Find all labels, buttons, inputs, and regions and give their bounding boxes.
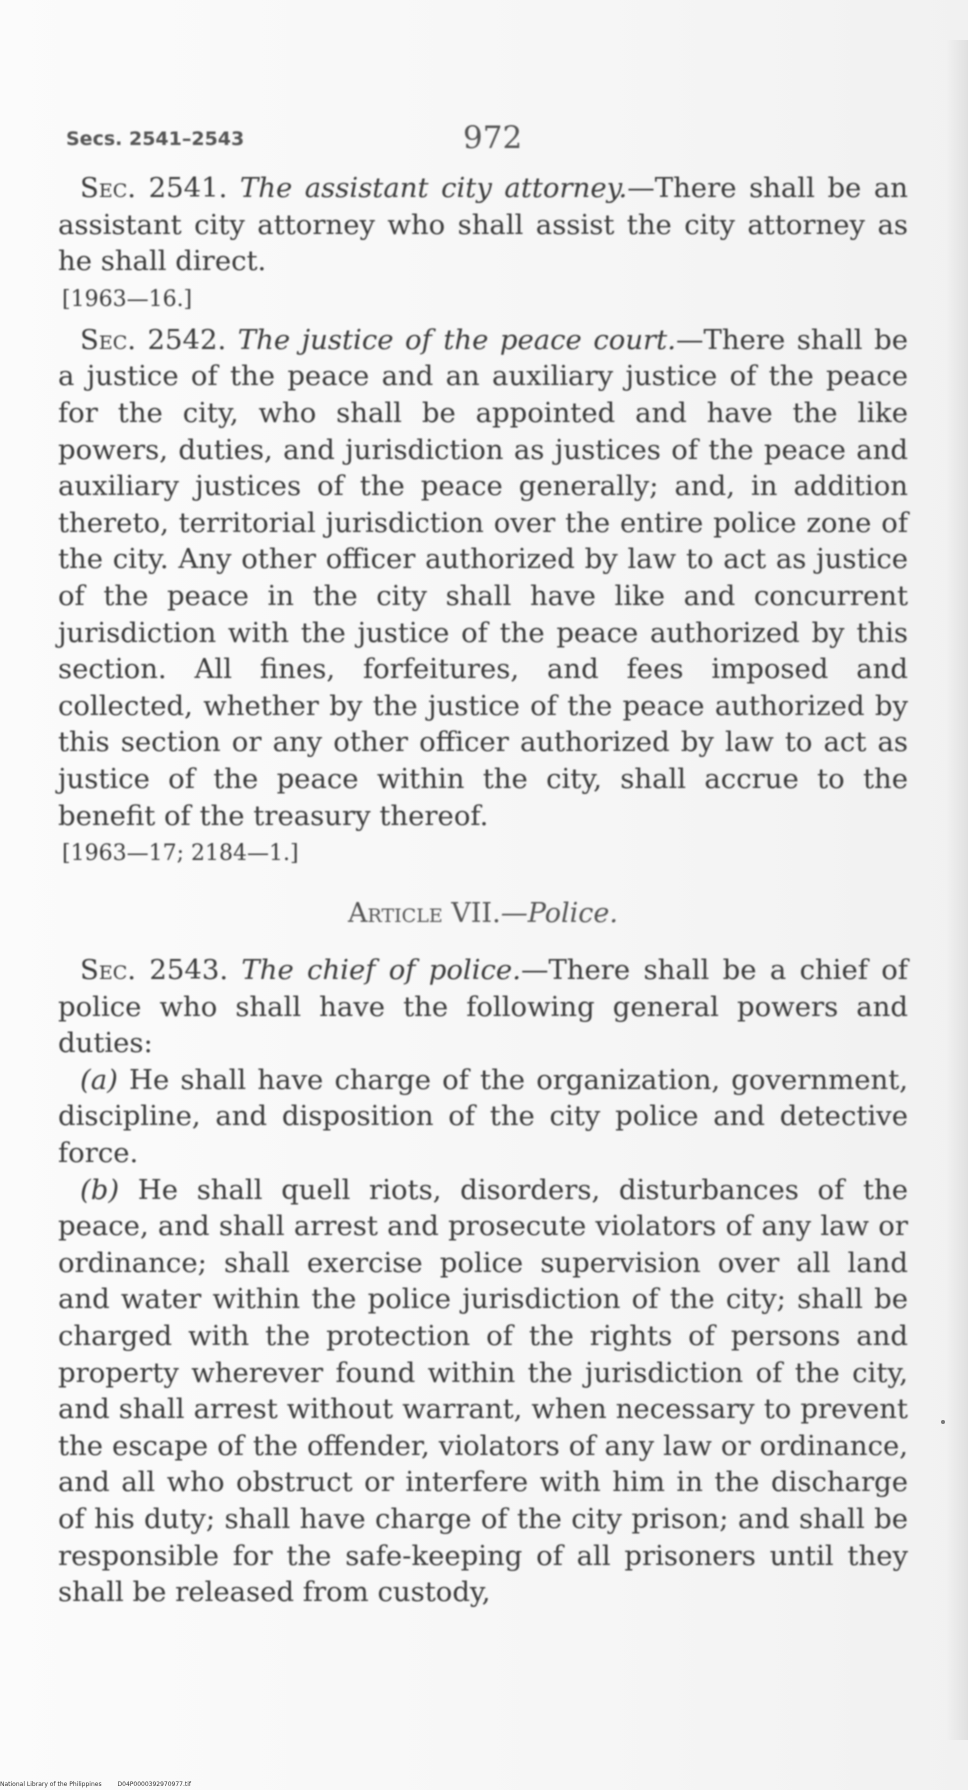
- section-body: —There shall be a chief of police who shall have the following general powers and duties:: [58, 954, 908, 1060]
- section-2541: [58, 170, 908, 280]
- header-sections: Secs. 2541–2543: [66, 128, 245, 150]
- section-2543-item-a: [58, 1062, 908, 1172]
- section-title: The justice of the peace court.: [237, 323, 676, 356]
- page-text: [58, 110, 908, 1611]
- section-title: The chief of police.: [241, 954, 521, 987]
- footer-library: National Library of the Philippines: [0, 1781, 102, 1788]
- section-label: Sec.: [80, 954, 136, 987]
- article-label: Article VII.: [348, 898, 501, 930]
- item-text: He shall have charge of the organization, government, discipline, and disposition of the city police and detective force.: [58, 1063, 908, 1170]
- section-label: Sec.: [80, 172, 136, 204]
- section-2542: [58, 322, 908, 834]
- page-edge-shadow: [946, 40, 968, 1740]
- section-number: 2541.: [148, 172, 228, 204]
- scan-footer: [0, 1781, 205, 1788]
- section-2543: [58, 952, 908, 1062]
- article-heading: [58, 896, 908, 932]
- scan-speck: [941, 1420, 945, 1424]
- section-body: —There shall be a justice of the peace and an auxiliary justice of the peace for the city, who shall be appointed and have the like powers, duties, and jurisdiction as justices of the peace and auxiliary justices of the peace generally; and, in addition thereto, territorial jurisdiction over the entire police zone of the city. Any other officer authorized by law to act as justice of the peace in the city shall have like and concurrent jurisdiction with the justice of the peace authorized by this section. All fines, forfeitures, and fees imposed and collected, whether by the justice of the peace authorized by this section or any other officer authorized by law to act as justice of the peace within the city, shall accrue to the benefit of the treasury thereof.: [58, 323, 908, 832]
- section-number: 2542.: [147, 323, 227, 356]
- item-marker: (a): [80, 1063, 118, 1096]
- section-2543-item-b: [58, 1172, 908, 1611]
- section-body: —There shall be an assistant city attorney who shall assist the city attorney as he shall direct.: [58, 172, 908, 278]
- item-marker: (b): [80, 1173, 120, 1206]
- section-number: 2543.: [149, 954, 229, 987]
- item-text: He shall quell riots, disorders, disturbances of the peace, and shall arrest and prosecute violators of any law or ordinance; shall exercise police supervision over all land and water within the police jurisdiction of the city; shall be charged with the protection of the rights of persons and property wherever found within the jurisdiction of the city, and shall arrest without warrant, when necessary to prevent the escape of the offender, violators of any law or ordinance, and all who obstruct or interfere with him in the discharge of his duty; shall have charge of the city prison; and shall be responsible for the safe-keeping of all prisoners until they shall be released from custody,: [58, 1173, 908, 1609]
- running-header: [58, 110, 908, 170]
- footer-image-code: D04P0000392970977.tif: [117, 1781, 192, 1788]
- section-title: The assistant city attorney.: [239, 172, 628, 204]
- page-number: 972: [463, 120, 523, 156]
- section-label: Sec.: [80, 323, 136, 356]
- section-2541-citation: [1963—16.]: [62, 286, 193, 312]
- section-2542-citation: [1963—17; 2184—1.]: [62, 841, 299, 867]
- article-title: —Police.: [500, 898, 618, 930]
